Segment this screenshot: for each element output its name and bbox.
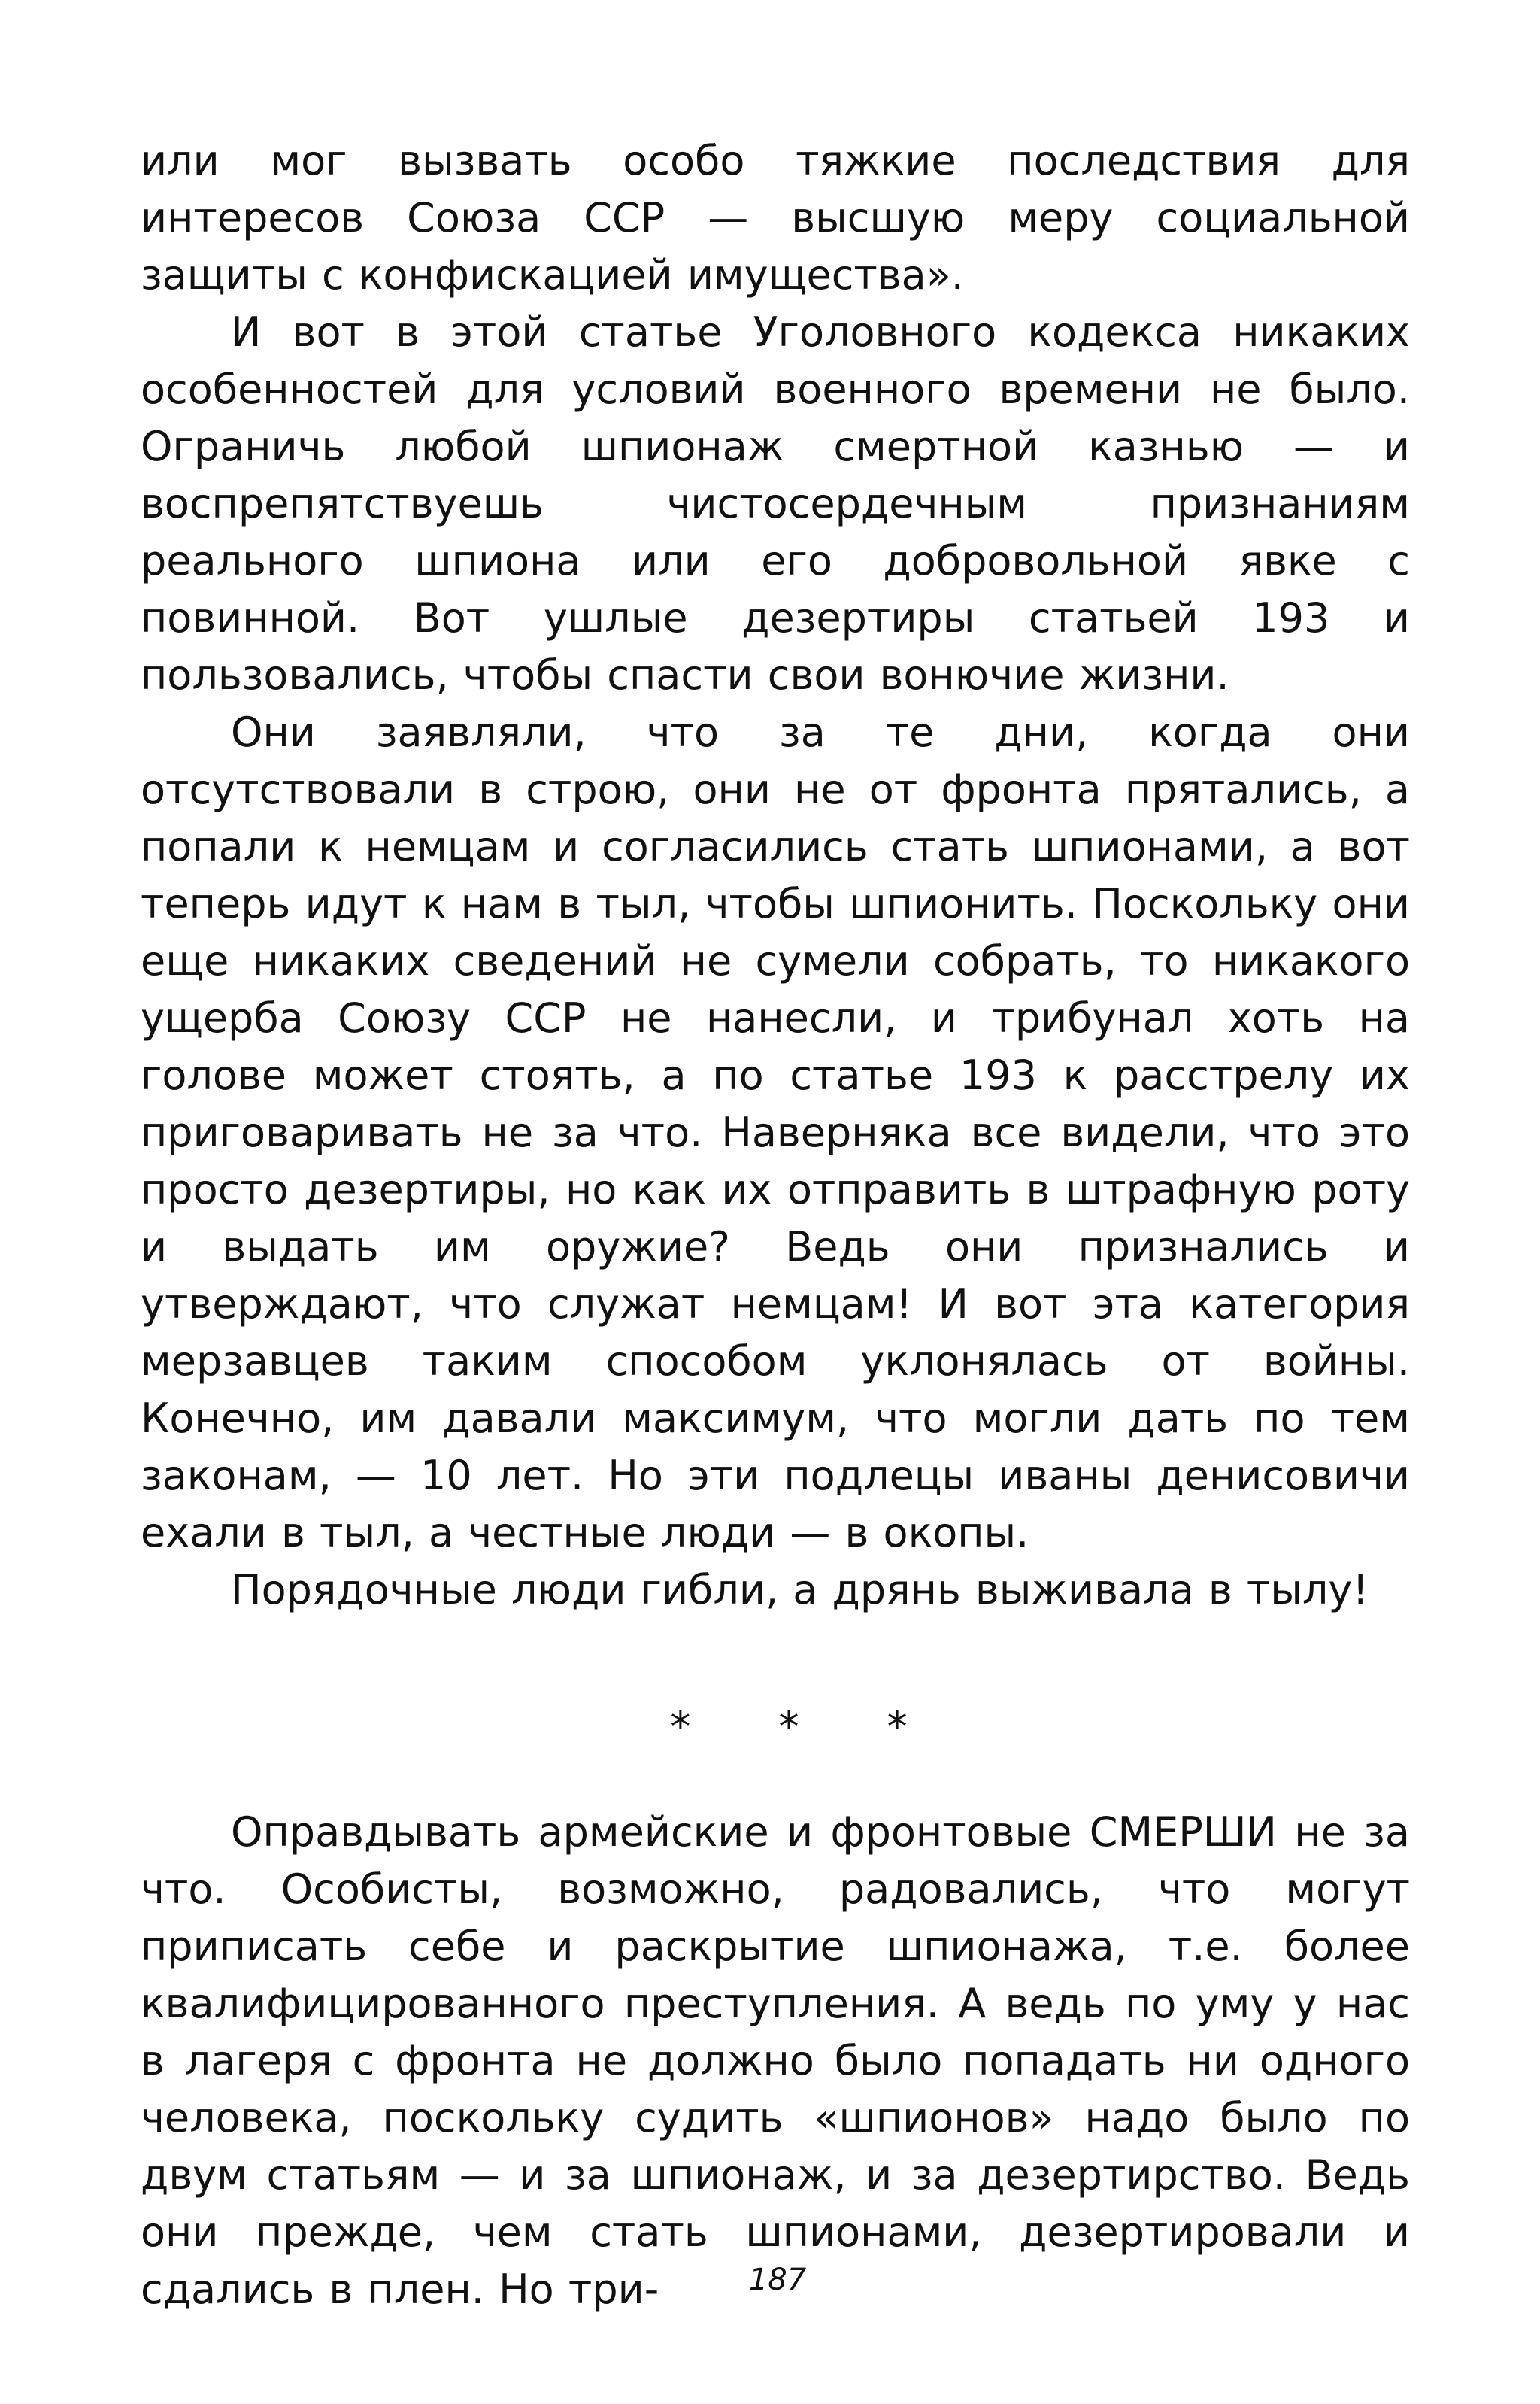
page-number: 187 [748,2263,807,2297]
paragraph-continued: или мог вызвать особо тяжкие последствия для интересов Союза ССР — высшую меру социальной защиты с конфискацией имущества». [141,137,1410,299]
text-block-upper [141,132,1410,1619]
paragraph: Они заявляли, что за те дни, когда они отсутствовали в строю, они не от фронта прятались, а попали к немцам и согласились стать шпионами, а вот теперь идут к нам в тыл, чтобы шпионить. Поскольку они еще никаких сведений не сумели собрать, то никакого ущерба Союзу ССР не нанесли, и трибунал хоть на голове может стоять, а по статье 193 к расстрелу их приговаривать не за что. Наверняка все видели, что это просто дезертиры, но как их отправить в штрафную роту и выдать им оружие? Ведь они признались и утверждают, что служат немцам! И вот эта категория мерзавцев таким способом уклонялась от войны. Конечно, им давали максимум, что могли дать по тем законам, — 10 лет. Но эти подлецы иваны денисовичи ехали в тыл, а честные люди — в окопы. [141,709,1410,1556]
paragraph: И вот в этой статье Уголовного кодекса никаких особенностей для условий военного времени не было. Ограничь любой шпионаж смертной казнью — и воспрепятствуешь чистосердечным признаниям реального шпиона или его добровольной явке с повинной. Вот ушлые дезертиры статьей 193 и пользовались, чтобы спасти свои вонючие жизни. [141,308,1410,699]
paragraph: Порядочные люди гибли, а дрянь выживала в тылу! [231,1566,1369,1613]
section-separator: * * * [670,1703,945,1750]
text-block-lower [141,1804,1410,2318]
paragraph: Оправдывать армейские и фронтовые СМЕРШИ не за что. Особисты, возможно, радовались, что могут приписать себе и раскрытие шпионажа, т.е. более квалифицированного преступления. А ведь по уму у нас в лагеря с фронта не должно было попадать ни одного человека, поскольку судить «шпионов» надо было по двум статьям — и за шпионаж, и за дезертирство. Ведь они прежде, чем стать шпионами, дезертировали и сдались в плен. Но три- [141,1808,1410,2313]
